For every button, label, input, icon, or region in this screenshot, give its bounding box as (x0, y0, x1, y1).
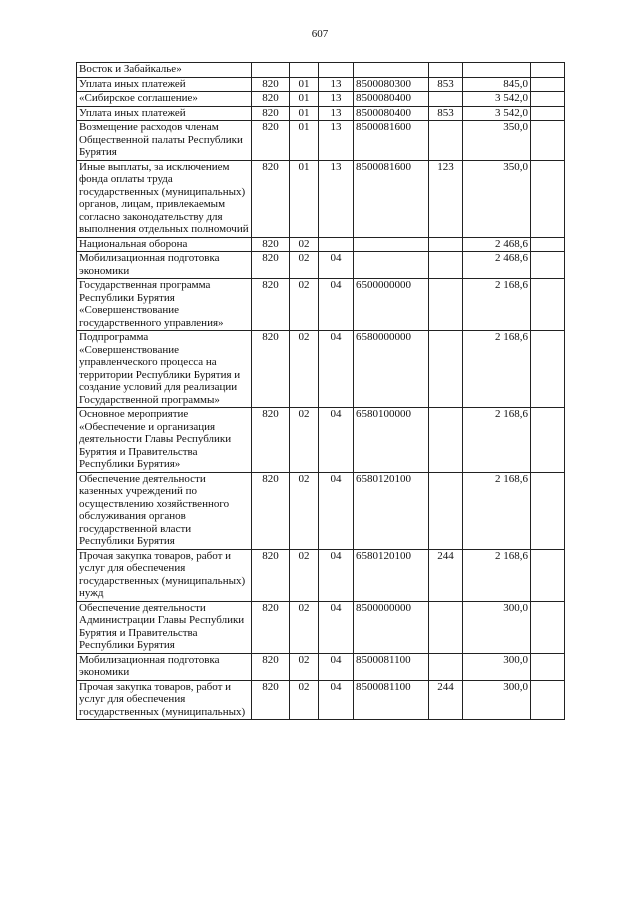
row-amount: 2 468,6 (463, 237, 531, 252)
row-expense-type (429, 653, 463, 680)
row-target-item: 8500080400 (354, 92, 429, 107)
row-extra (531, 680, 565, 720)
row-ministry-code: 820 (252, 237, 290, 252)
row-amount: 3 542,0 (463, 92, 531, 107)
row-subsection: 13 (319, 160, 354, 237)
row-extra (531, 472, 565, 549)
row-extra (531, 601, 565, 653)
row-target-item: 8500081100 (354, 653, 429, 680)
row-section: 02 (290, 252, 319, 279)
row-target-item: 6500000000 (354, 279, 429, 331)
row-amount: 845,0 (463, 77, 531, 92)
row-subsection: 04 (319, 279, 354, 331)
row-amount: 350,0 (463, 160, 531, 237)
row-extra (531, 408, 565, 473)
row-extra (531, 252, 565, 279)
row-subsection: 04 (319, 653, 354, 680)
row-extra (531, 653, 565, 680)
table-row (77, 63, 565, 78)
row-subsection: 13 (319, 106, 354, 121)
row-subsection: 04 (319, 601, 354, 653)
row-extra (531, 160, 565, 237)
row-extra (531, 106, 565, 121)
row-section: 02 (290, 331, 319, 408)
row-expense-type: 853 (429, 106, 463, 121)
row-section: 02 (290, 653, 319, 680)
row-target-item (354, 63, 429, 78)
row-target-item (354, 237, 429, 252)
row-extra (531, 92, 565, 107)
page-number: 607 (311, 28, 329, 40)
row-section: 01 (290, 121, 319, 161)
row-target-item (354, 252, 429, 279)
row-subsection (319, 63, 354, 78)
row-section: 01 (290, 160, 319, 237)
row-amount: 2 168,6 (463, 331, 531, 408)
row-expense-type (429, 237, 463, 252)
budget-table (76, 62, 565, 720)
row-expense-type (429, 601, 463, 653)
row-amount: 2 168,6 (463, 279, 531, 331)
row-name: Возмещение расходов членам Общественной палаты Республики Бурятия (77, 121, 252, 161)
row-name: Национальная оборона (77, 237, 252, 252)
row-ministry-code: 820 (252, 160, 290, 237)
row-amount: 300,0 (463, 653, 531, 680)
row-expense-type (429, 252, 463, 279)
row-subsection: 04 (319, 472, 354, 549)
row-ministry-code: 820 (252, 680, 290, 720)
row-expense-type: 853 (429, 77, 463, 92)
row-expense-type (429, 408, 463, 473)
table-row (77, 237, 565, 252)
row-name: Прочая закупка товаров, работ и услуг для обеспечения государственных (муниципальных) нужд (77, 549, 252, 601)
table-row (77, 331, 565, 408)
row-name: Основное мероприятие «Обеспечение и организация деятельности Главы Республики Бурятия и Правительства Республики Бурятия» (77, 408, 252, 473)
row-ministry-code: 820 (252, 92, 290, 107)
row-target-item: 6580000000 (354, 331, 429, 408)
row-subsection: 04 (319, 549, 354, 601)
row-ministry-code (252, 63, 290, 78)
row-name: Уплата иных платежей (77, 106, 252, 121)
row-subsection: 13 (319, 92, 354, 107)
table-row (77, 160, 565, 237)
table-row (77, 121, 565, 161)
row-ministry-code: 820 (252, 252, 290, 279)
row-expense-type: 244 (429, 680, 463, 720)
row-name: Восток и Забайкалье» (77, 63, 252, 78)
row-subsection (319, 237, 354, 252)
table-row (77, 106, 565, 121)
row-amount: 2 168,6 (463, 549, 531, 601)
row-extra (531, 121, 565, 161)
row-target-item: 6580100000 (354, 408, 429, 473)
row-name: Иные выплаты, за исключением фонда оплаты труда государственных (муниципальных) органов, лицам, привлекаемым согласно законодательству для выполнения отдельных полномочий (77, 160, 252, 237)
row-amount: 300,0 (463, 680, 531, 720)
row-expense-type (429, 472, 463, 549)
row-section: 02 (290, 601, 319, 653)
row-expense-type: 244 (429, 549, 463, 601)
row-ministry-code: 820 (252, 331, 290, 408)
row-extra (531, 237, 565, 252)
table-row (77, 601, 565, 653)
row-expense-type: 123 (429, 160, 463, 237)
row-ministry-code: 820 (252, 653, 290, 680)
row-extra (531, 331, 565, 408)
row-extra (531, 279, 565, 331)
row-ministry-code: 820 (252, 472, 290, 549)
table-row (77, 472, 565, 549)
row-subsection: 04 (319, 252, 354, 279)
row-expense-type (429, 92, 463, 107)
row-extra (531, 63, 565, 78)
row-amount: 2 168,6 (463, 408, 531, 473)
row-section: 02 (290, 472, 319, 549)
row-subsection: 13 (319, 121, 354, 161)
table-row (77, 77, 565, 92)
row-amount: 3 542,0 (463, 106, 531, 121)
row-target-item: 8500080300 (354, 77, 429, 92)
row-name: «Сибирское соглашение» (77, 92, 252, 107)
row-name: Мобилизационная подготовка экономики (77, 252, 252, 279)
table-row (77, 549, 565, 601)
row-subsection: 04 (319, 331, 354, 408)
row-section: 01 (290, 77, 319, 92)
row-ministry-code: 820 (252, 601, 290, 653)
row-ministry-code: 820 (252, 106, 290, 121)
row-expense-type (429, 279, 463, 331)
row-section: 02 (290, 279, 319, 331)
row-section: 02 (290, 549, 319, 601)
table-row (77, 92, 565, 107)
row-expense-type (429, 63, 463, 78)
table-row (77, 680, 565, 720)
row-section: 01 (290, 92, 319, 107)
row-name: Уплата иных платежей (77, 77, 252, 92)
row-target-item: 6580120100 (354, 472, 429, 549)
row-section: 02 (290, 408, 319, 473)
row-extra (531, 549, 565, 601)
row-ministry-code: 820 (252, 77, 290, 92)
row-name: Государственная программа Республики Бурятия «Совершенствование государственного управления» (77, 279, 252, 331)
row-amount: 300,0 (463, 601, 531, 653)
row-amount: 2 168,6 (463, 472, 531, 549)
row-name: Мобилизационная подготовка экономики (77, 653, 252, 680)
row-target-item: 8500080400 (354, 106, 429, 121)
row-ministry-code: 820 (252, 549, 290, 601)
row-name: Обеспечение деятельности казенных учреждений по осуществлению хозяйственного обслуживания органов государственной власти Республики Бурятия (77, 472, 252, 549)
row-ministry-code: 820 (252, 279, 290, 331)
row-ministry-code: 820 (252, 408, 290, 473)
table-row (77, 408, 565, 473)
row-name: Прочая закупка товаров, работ и услуг для обеспечения государственных (муниципальных) (77, 680, 252, 720)
row-subsection: 13 (319, 77, 354, 92)
row-amount (463, 63, 531, 78)
row-section (290, 63, 319, 78)
row-expense-type (429, 331, 463, 408)
row-ministry-code: 820 (252, 121, 290, 161)
table-row (77, 252, 565, 279)
row-name: Обеспечение деятельности Администрации Главы Республики Бурятия и Правительства Республики Бурятия (77, 601, 252, 653)
row-target-item: 8500081600 (354, 160, 429, 237)
row-subsection: 04 (319, 408, 354, 473)
row-name: Подпрограмма «Совершенствование управленческого процесса на территории Республики Бурятия и создание условий для реализации Государственной программы» (77, 331, 252, 408)
row-section: 01 (290, 106, 319, 121)
row-amount: 350,0 (463, 121, 531, 161)
row-target-item: 6580120100 (354, 549, 429, 601)
row-section: 02 (290, 237, 319, 252)
row-target-item: 8500081100 (354, 680, 429, 720)
row-target-item: 8500081600 (354, 121, 429, 161)
row-section: 02 (290, 680, 319, 720)
row-subsection: 04 (319, 680, 354, 720)
row-target-item: 8500000000 (354, 601, 429, 653)
row-expense-type (429, 121, 463, 161)
row-amount: 2 468,6 (463, 252, 531, 279)
table-row (77, 279, 565, 331)
table-row (77, 653, 565, 680)
row-extra (531, 77, 565, 92)
